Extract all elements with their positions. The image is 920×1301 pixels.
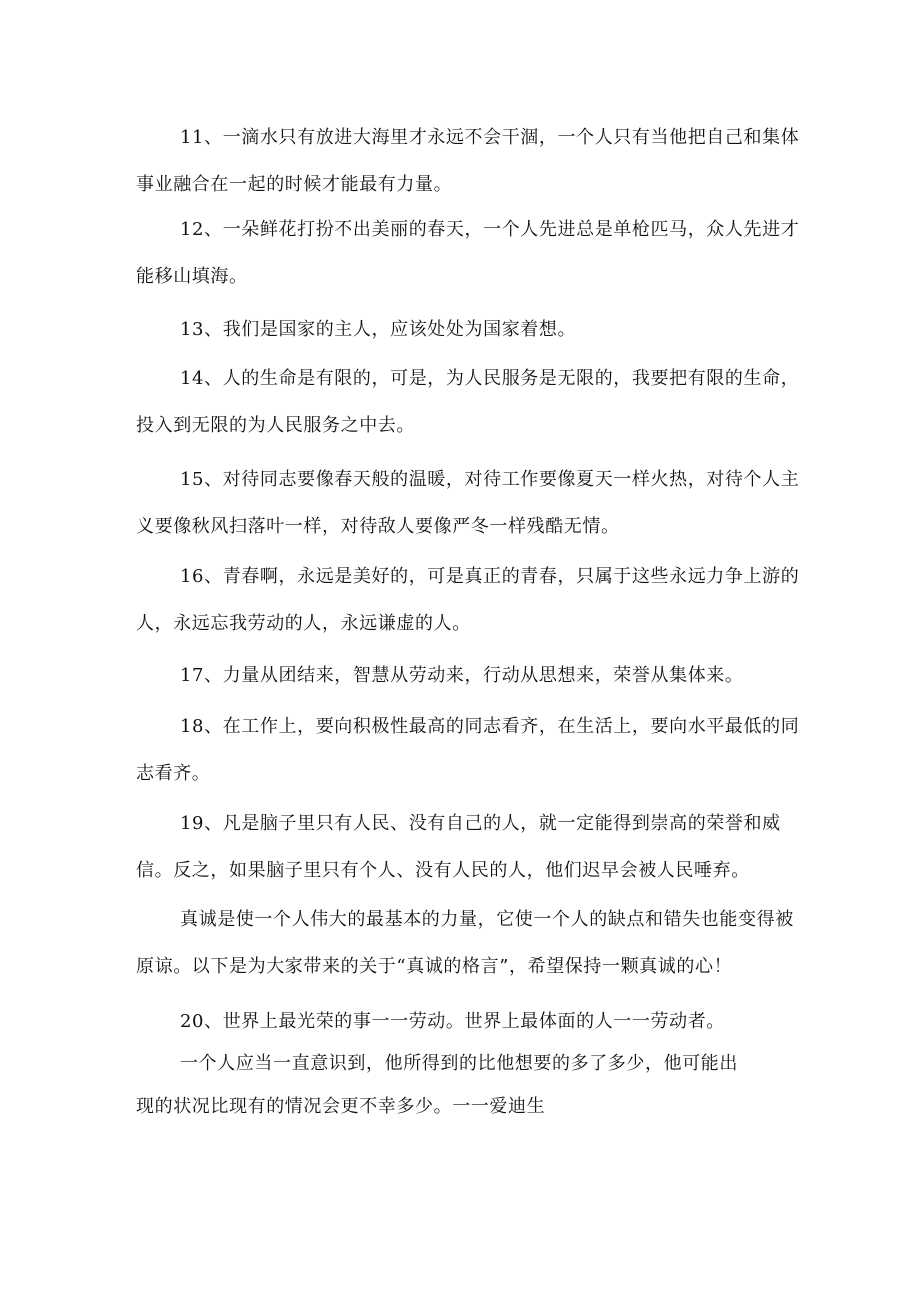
quote-paragraph-20: 20、世界上最光荣的事一一劳动。世界上最体面的人一一劳动者。 [180, 1011, 725, 1032]
quote-paragraph-16: 16、青春啊，永远是美好的，可是真正的青春，只属于这些永远力争上游的人，永远忘我劳动的人，永远谦虚的人。 [136, 566, 800, 634]
sincerity-intro-paragraph: 真诚是使一个人伟大的最基本的力量，它使一个人的缺点和错失也能变得被原谅。以下是为大家带来的关于“真诚的格言”，希望保持一颗真诚的心！ [136, 909, 794, 977]
edison-quote-paragraph: 一个人应当一直意识到，他所得到的比他想要的多了多少，他可能出现的状况比现有的情况会更不幸多少。一一爱迪生 [136, 1053, 738, 1117]
quote-paragraph-15: 15、对待同志要像春天般的温暖，对待工作要像夏天一样火热，对待个人主义要像秋风扫落叶一样，对待敌人要像严冬一样残酷无情。 [136, 469, 800, 537]
quote-paragraph-17: 17、力量从团结来，智慧从劳动来，行动从思想来，荣誉从集体来。 [180, 665, 744, 686]
quote-paragraph-14: 14、人的生命是有限的，可是，为人民服务是无限的，我要把有限的生命，投入到无限的为人民服务之中去。 [136, 368, 800, 436]
quote-paragraph-18: 18、在工作上，要向积极性最高的同志看齐，在生活上，要向水平最低的同志看齐。 [136, 716, 800, 784]
quote-paragraph-13: 13、我们是国家的主人，应该处处为国家着想。 [180, 319, 577, 340]
quote-paragraph-19: 19、凡是脑子里只有人民、没有自己的人，就一定能得到崇高的荣誉和威信。反之，如果脑子里只有个人、没有人民的人，他们迟早会被人民唾弃。 [136, 813, 781, 881]
quote-paragraph-12: 12、一朵鲜花打扮不出美丽的春天，一个人先进总是单枪匹马，众人先进才能移山填海。 [136, 219, 800, 287]
quote-paragraph-11: 11、一滴水只有放进大海里才永远不会干涸，一个人只有当他把自己和集体事业融合在一起的时候才能最有力量。 [136, 127, 800, 195]
